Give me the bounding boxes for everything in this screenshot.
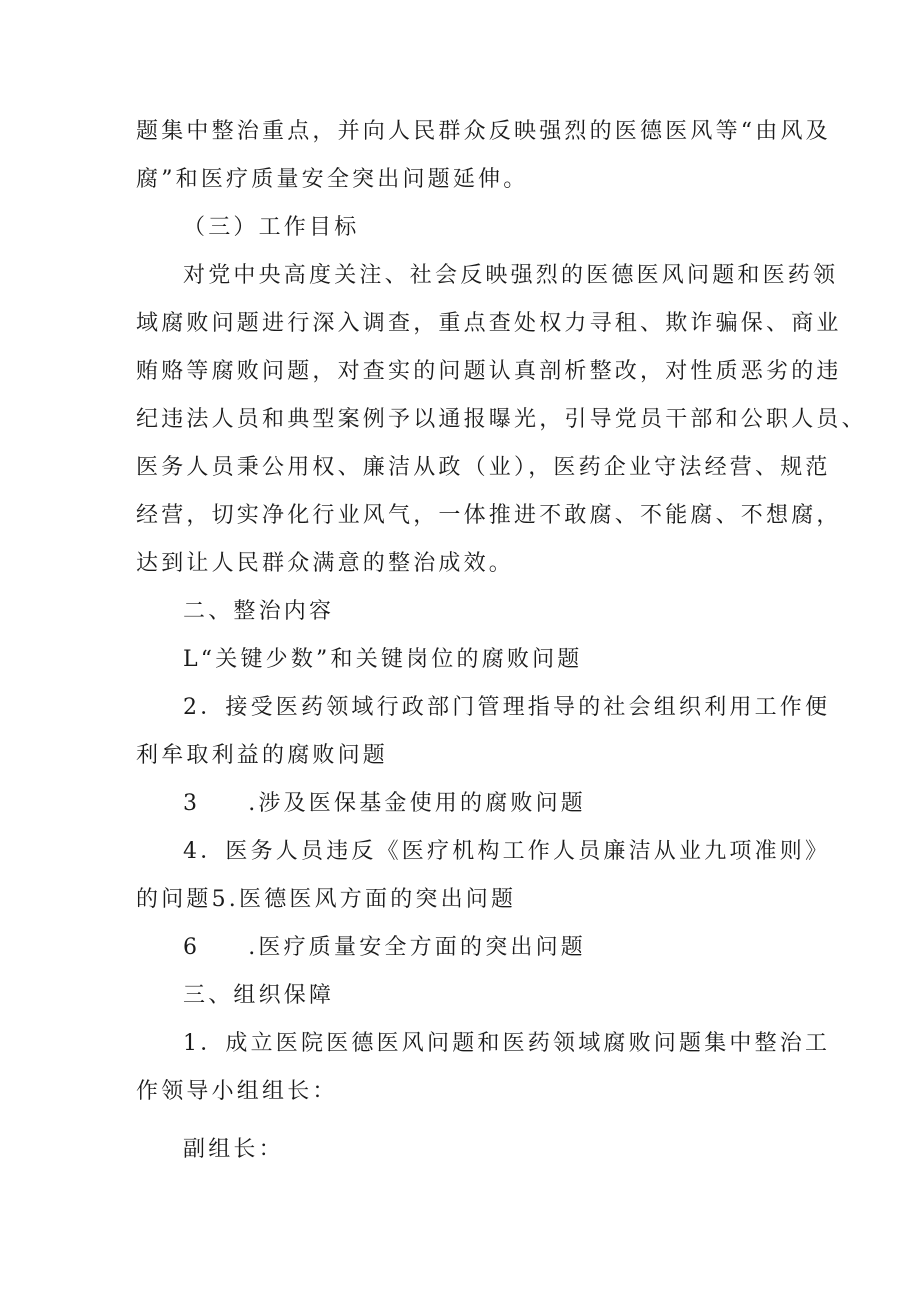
list-item-continuation: 作领导小组组长： xyxy=(136,1079,338,1104)
paragraph-line: 副组长： xyxy=(183,1137,284,1162)
list-text: .医疗质量安全方面的突出问题 xyxy=(248,935,586,960)
list-item xyxy=(183,789,586,819)
paragraph-line: 医务人员秉公用权、廉洁从政（业），医药企业守法经营、规范 xyxy=(136,455,831,480)
section-heading: 二、整治内容 xyxy=(183,599,335,624)
list-number: 6 xyxy=(183,935,201,960)
paragraph-line: 对党中央高度关注、社会反映强烈的医德医风问题和医药领 xyxy=(183,263,839,288)
paragraph-line: 贿赂等腐败问题，对查实的问题认真剖析整改，对性质恶劣的违 xyxy=(136,359,842,384)
paragraph-line: 达到让人民群众满意的整治成效。 xyxy=(136,551,515,576)
list-item-continuation: 利牟取利益的腐败问题 xyxy=(136,743,389,768)
list-item: 4．医务人员违反《医疗机构工作人员廉洁从业九项准则》 xyxy=(183,839,831,864)
list-number: 3 xyxy=(183,791,201,816)
section-heading: 三、组织保障 xyxy=(183,983,335,1008)
paragraph-line: 域腐败问题进行深入调查，重点查处权力寻租、欺诈骗保、商业 xyxy=(136,311,842,336)
list-item: L“关键少数”和关键岗位的腐败问题 xyxy=(183,647,583,672)
paragraph-line: 题集中整治重点，并向人民群众反映强烈的医德医风等“由风及 xyxy=(136,119,831,144)
paragraph-line: 腐”和医疗质量安全突出问题延伸。 xyxy=(136,167,529,192)
list-item: 1．成立医院医德医风问题和医药领域腐败问题集中整治工 xyxy=(183,1031,831,1056)
section-heading: （三）工作目标 xyxy=(183,215,360,240)
list-item-continuation: 的问题5.医德医风方面的突出问题 xyxy=(136,887,517,912)
list-item xyxy=(183,933,586,963)
list-item: 2．接受医药领域行政部门管理指导的社会组织利用工作便 xyxy=(183,695,831,720)
list-text: .涉及医保基金使用的腐败问题 xyxy=(248,791,586,816)
paragraph-line: 纪违法人员和典型案例予以通报曝光，引导党员干部和公职人员、 xyxy=(136,407,867,432)
paragraph-line: 经营，切实净化行业风气，一体推进不敢腐、不能腐、不想腐， xyxy=(136,503,842,528)
